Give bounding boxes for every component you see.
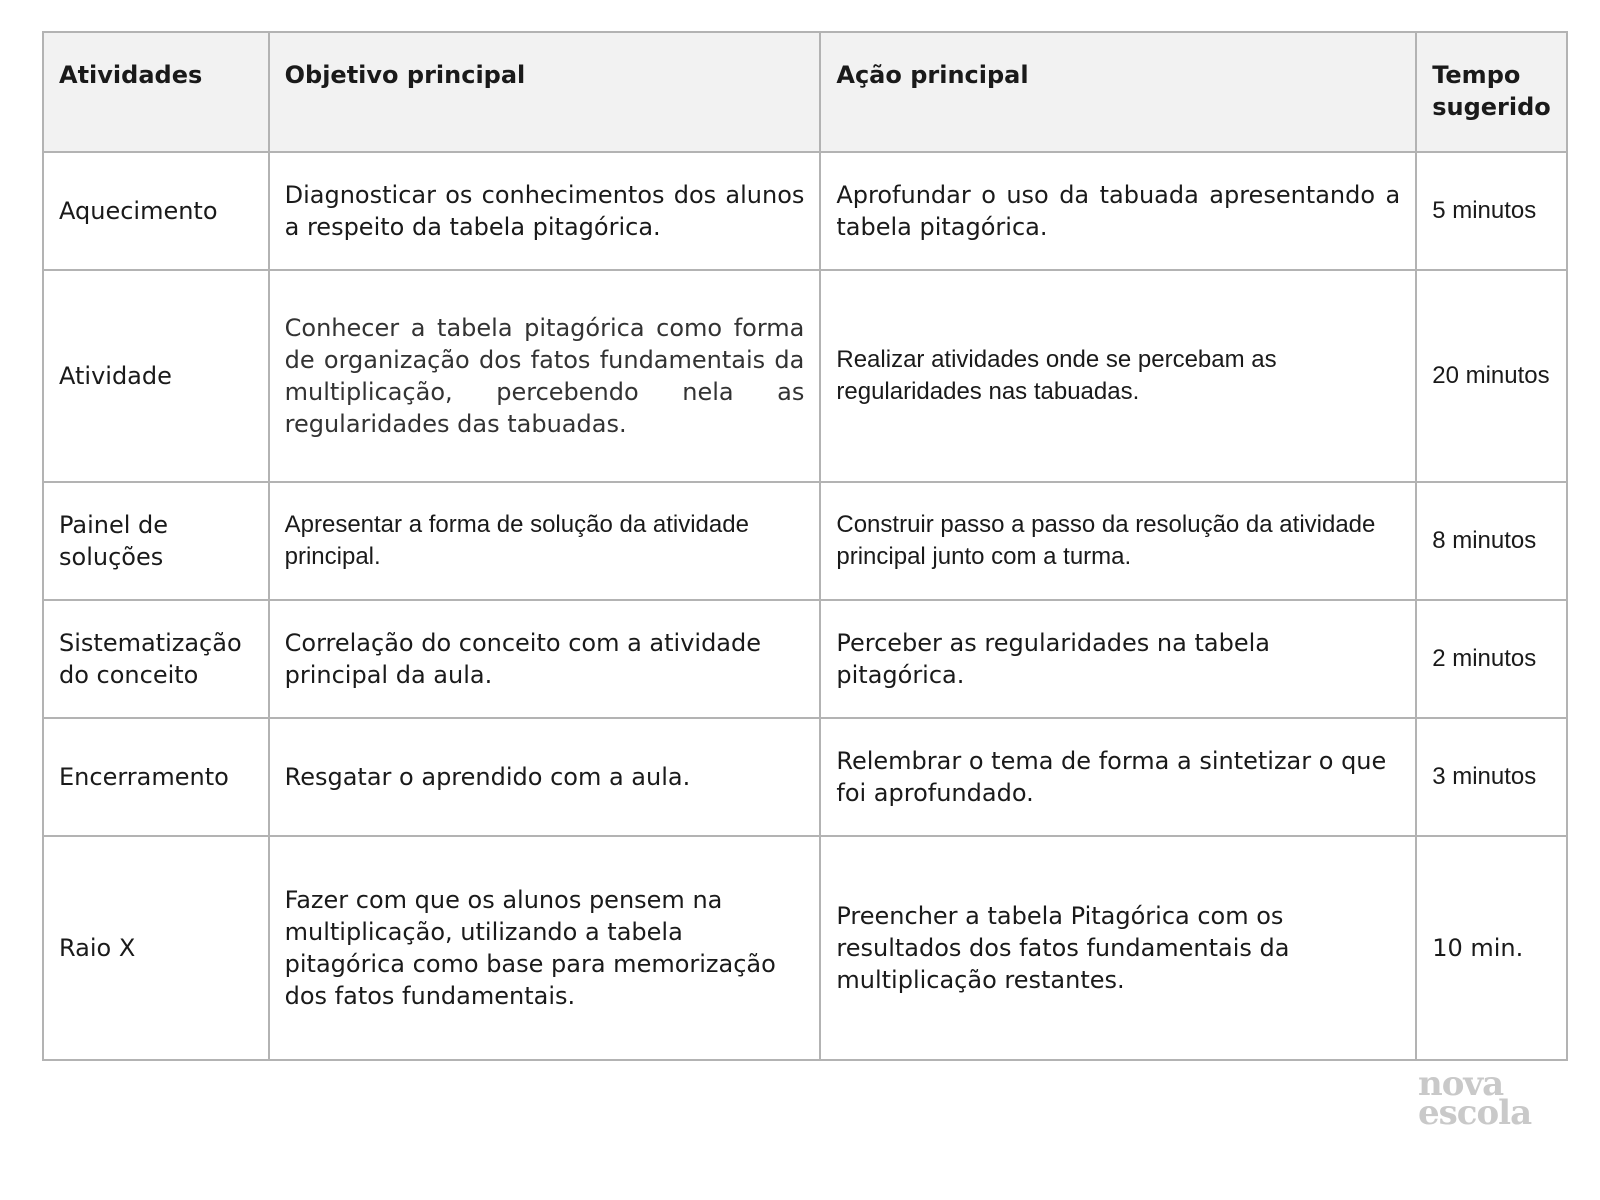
table-row [43, 600, 1567, 718]
cell-acao: Construir passo a passo da resolução da atividade principal junto com a turma. [820, 482, 1416, 600]
logo-line-escola: escola [1418, 1093, 1532, 1133]
cell-atividade: Aquecimento [43, 152, 269, 270]
header-objetivo-principal: Objetivo principal [269, 32, 821, 152]
cell-objetivo: Resgatar o aprendido com a aula. [269, 718, 821, 836]
cell-objetivo: Apresentar a forma de solução da atividade principal. [269, 482, 821, 600]
header-atividades: Atividades [43, 32, 269, 152]
logo-line-nova: nova [1418, 1064, 1504, 1104]
table-row [43, 836, 1567, 1060]
table-row [43, 482, 1567, 600]
cell-atividade: Painel de soluções [43, 482, 269, 600]
nova-escola-logo [1418, 1064, 1538, 1133]
cell-acao: Realizar atividades onde se percebam as regularidades nas tabuadas. [820, 270, 1416, 482]
cell-tempo: 3 minutos [1416, 718, 1567, 836]
cell-acao: Aprofundar o uso da tabuada apresentando a tabela pitagórica. [820, 152, 1416, 270]
header-tempo-sugerido: Tempo sugerido [1416, 32, 1567, 152]
cell-atividade: Sistematização do conceito [43, 600, 269, 718]
cell-atividade: Encerramento [43, 718, 269, 836]
cell-objetivo: Fazer com que os alunos pensem na multiplicação, utilizando a tabela pitagórica como base para memorização dos fatos fundamentais. [269, 836, 821, 1060]
cell-tempo: 2 minutos [1416, 600, 1567, 718]
cell-acao: Preencher a tabela Pitagórica com os resultados dos fatos fundamentais da multiplicação restantes. [820, 836, 1416, 1060]
cell-tempo: 20 minutos [1416, 270, 1567, 482]
cell-tempo: 10 min. [1416, 836, 1567, 1060]
cell-acao: Relembrar o tema de forma a sintetizar o que foi aprofundado. [820, 718, 1416, 836]
header-acao-principal: Ação principal [820, 32, 1416, 152]
table-header-row [43, 32, 1567, 152]
lesson-plan-table [42, 31, 1568, 1061]
cell-tempo: 8 minutos [1416, 482, 1567, 600]
cell-objetivo: Correlação do conceito com a atividade principal da aula. [269, 600, 821, 718]
table-row [43, 270, 1567, 482]
cell-acao: Perceber as regularidades na tabela pitagórica. [820, 600, 1416, 718]
cell-objetivo: Conhecer a tabela pitagórica como forma de organização dos fatos fundamentais da multiplicação, percebendo nela as regularidades das tabuadas. [269, 270, 821, 482]
cell-objetivo: Diagnosticar os conhecimentos dos alunos a respeito da tabela pitagórica. [269, 152, 821, 270]
cell-atividade: Raio X [43, 836, 269, 1060]
table-row [43, 718, 1567, 836]
cell-tempo: 5 minutos [1416, 152, 1567, 270]
table-row [43, 152, 1567, 270]
cell-atividade: Atividade [43, 270, 269, 482]
